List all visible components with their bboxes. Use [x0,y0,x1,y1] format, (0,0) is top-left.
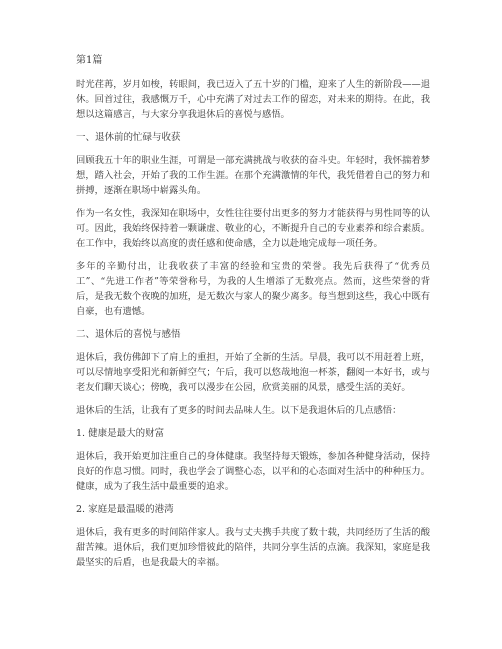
section2-paragraph-2: 退休后的生活，让我有了更多的时间去品味人生。以下是我退休后的几点感悟： [76,405,402,416]
section-heading-2: 二、退休后的喜悦与感悟 [76,329,181,340]
point-heading-2: 2. 家庭是最温暖的港湾 [76,504,174,515]
section1-paragraph-3: 多年的辛勤付出，让我收获了丰富的经验和宝贵的荣誉。我先后获得了“优秀员工”、“先进工作者”等荣誉称号，为我的人生增添了无数亮点。然而，这些荣誉的背后，是我无数个夜晚的加班，是无数次与家人的聚少离多。每当想到这些，我心中既有自豪，也有遗憾。 [76,261,430,317]
page-label: 第1篇 [76,55,103,66]
intro-paragraph: 时光荏苒，岁月如梭，转眼间，我已迈入了五十岁的门槛，迎来了人生的新阶段——退休。回首过往，我感慨万千，心中充满了对过去工作的留恋，对未来的期待。在此，我想以这篇感言，与大家分享我退休后的喜悦与感悟。 [76,79,430,120]
section2-paragraph-1: 退休后，我仿佛卸下了肩上的重担，开始了全新的生活。早晨，我可以不用赶着上班，可以尽情地享受阳光和新鲜空气；午后，我可以悠哉地泡一杯茶，翻阅一本好书，或与老友们聊天谈心；傍晚，我可以漫步在公园，欣赏美丽的风景，感受生活的美好。 [76,352,430,393]
section-heading-1: 一、退休前的忙碌与收获 [76,132,181,143]
point1-paragraph: 退休后，我开始更加注重自己的身体健康。我坚持每天锻炼，参加各种健身活动，保持良好的作息习惯。同时，我也学会了调整心态，以平和的心态面对生活中的种种压力。健康，成为了我生活中最重要的追求。 [76,451,430,492]
point-heading-1: 1. 健康是最大的财富 [76,428,165,439]
section1-paragraph-2: 作为一名女性，我深知在职场中，女性往往要付出更多的努力才能获得与男性同等的认可。因此，我始终保持着一颗谦虚、敬业的心，不断提升自己的专业素养和综合素质。在工作中，我始终以高度的责任感和使命感，全力以赴地完成每一项任务。 [76,208,430,249]
document-page [76,54,430,578]
point2-paragraph: 退休后，我有更多的时间陪伴家人。我与丈夫携手共度了数十载，共同经历了生活的酸甜苦辣。退休后，我们更加珍惜彼此的陪伴，共同分享生活的点滴。我深知，家庭是我最坚实的后盾，也是我最大的幸福。 [76,527,430,568]
section1-paragraph-1: 回顾我五十年的职业生涯，可谓是一部充满挑战与收获的奋斗史。年轻时，我怀揣着梦想，踏入社会，开始了我的工作生涯。在那个充满激情的年代，我凭借着自己的努力和拼搏，逐渐在职场中崭露头角。 [76,155,430,196]
